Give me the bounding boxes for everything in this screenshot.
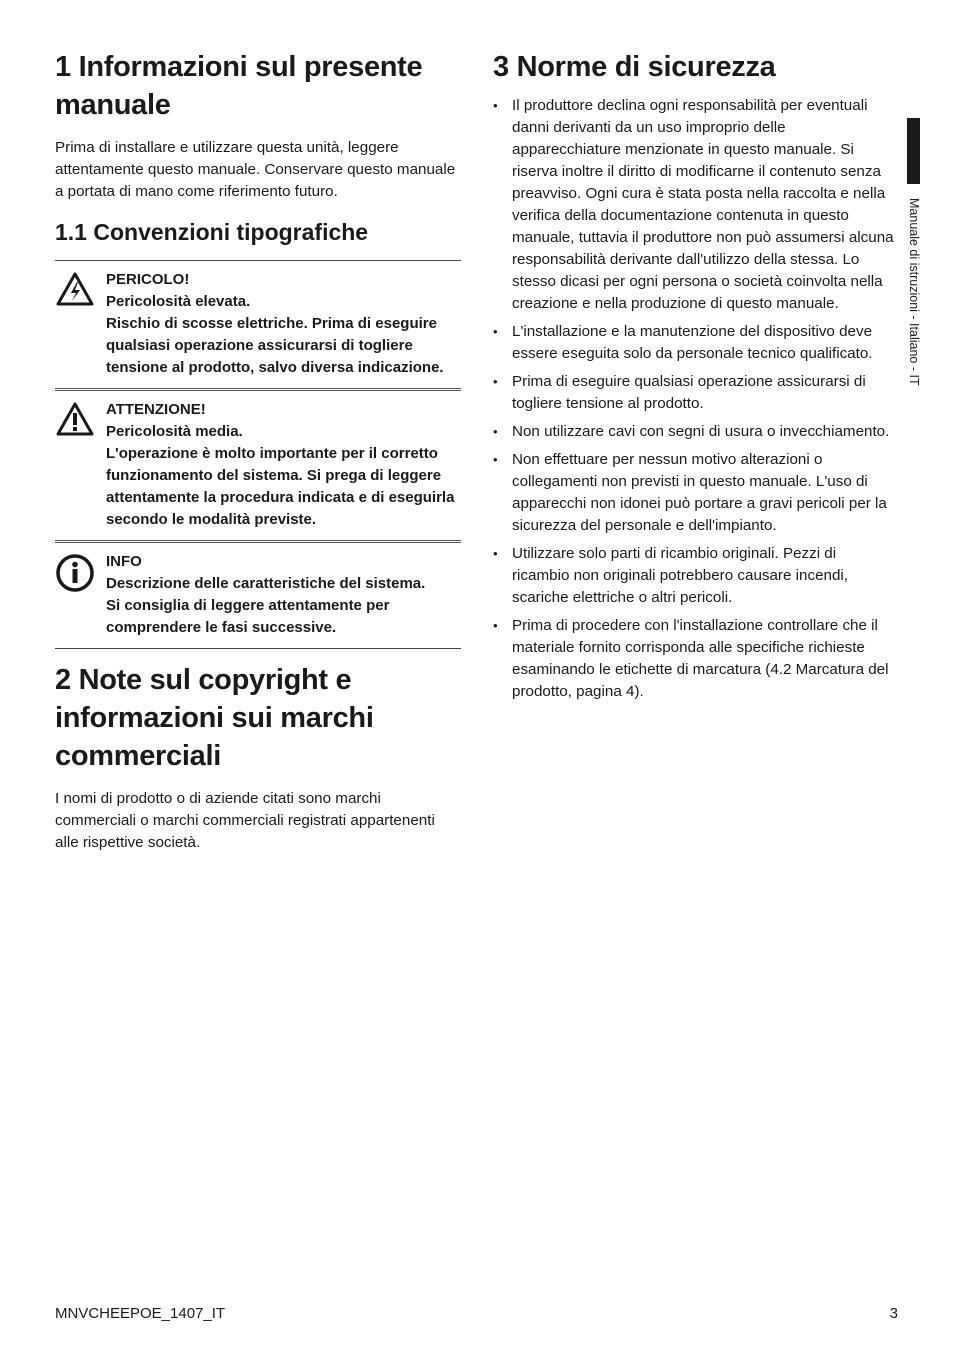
list-item: • Utilizzare solo parti di ricambio originali. Pezzi di ricambio non originali potrebbero causare incendi, scariche elettriche o altri pericoli. bbox=[493, 543, 897, 609]
attention-heading: ATTENZIONE! bbox=[106, 401, 206, 418]
page-number: 3 bbox=[889, 1305, 898, 1322]
list-item: • Prima di procedere con l'installazione controllare che il materiale fornito corrisponda alle specifiche richieste esaminando le etichette di marcatura (4.2 Marcatura del prodotto, pagina 4). bbox=[493, 615, 897, 703]
attention-notice bbox=[55, 388, 461, 540]
danger-text: Rischio di scosse elettriche. Prima di eseguire qualsiasi operazione assicurarsi di togliere tensione al prodotto, salvo diversa indicazione. bbox=[106, 315, 444, 376]
list-item: • Prima di eseguire qualsiasi operazione assicurarsi di togliere tensione al prodotto. bbox=[493, 371, 897, 415]
sidebar-label: Manuale di istruzioni - Italiano - IT bbox=[907, 198, 921, 386]
list-item: • Non effettuare per nessun motivo alterazioni o collegamenti non previsti in questo manuale. L'uso di apparecchi non idonei può portare a gravi pericoli per la sicurezza del personale e dell'impianto. bbox=[493, 449, 897, 537]
danger-level: Pericolosità elevata. bbox=[106, 293, 251, 310]
list-item: • L'installazione e la manutenzione del dispositivo deve essere eseguita solo da personale tecnico qualificato. bbox=[493, 321, 897, 365]
attention-text: L'operazione è molto importante per il corretto funzionamento del sistema. Si prega di leggere attentamente la procedura indicata e di eseguirla secondo le modalità previste. bbox=[106, 445, 455, 528]
section-tab-marker bbox=[907, 118, 920, 184]
list-item: • Non utilizzare cavi con segni di usura o invecchiamento. bbox=[493, 421, 897, 443]
section-1-body: Prima di installare e utilizzare questa unità, leggere attentamente questo manuale. Conservare questo manuale a portata di mano come riferimento futuro. bbox=[55, 139, 456, 200]
left-column bbox=[55, 48, 461, 854]
info-notice bbox=[55, 540, 461, 649]
document-code: MNVCHEEPOE_1407_IT bbox=[55, 1305, 226, 1322]
danger-notice bbox=[55, 260, 461, 388]
section-1-title: 1 Informazioni sul presente manuale bbox=[55, 51, 423, 121]
danger-heading: PERICOLO! bbox=[106, 271, 190, 288]
right-column bbox=[493, 48, 897, 709]
info-level: Descrizione delle caratteristiche del sistema. bbox=[106, 575, 426, 592]
section-3-title: 3 Norme di sicurezza bbox=[493, 51, 776, 83]
attention-level: Pericolosità media. bbox=[106, 423, 243, 440]
high-voltage-warning-icon bbox=[55, 269, 97, 379]
info-heading: INFO bbox=[106, 553, 142, 570]
list-item: • Il produttore declina ogni responsabilità per eventuali danni derivanti da un uso improprio delle apparecchiature menzionate in questo manuale. Si riserva inoltre il diritto di modificarne il contenuto senza preavviso. Ogni cura è stata posta nella raccolta e nella verifica della documentazione contenuta in questo manuale, tuttavia il produttore non può assumersi alcuna responsabilità derivante dall'utilizzo della stessa. Lo stesso dicasi per ogni persona o società coinvolta nella creazione e nella produzione di questo manuale. bbox=[493, 95, 897, 315]
subsection-1-1-title: 1.1 Convenzioni tipografiche bbox=[55, 219, 369, 245]
info-icon bbox=[55, 551, 97, 639]
section-2-body: I nomi di prodotto o di aziende citati sono marchi commerciali o marchi commerciali registrati appartenenti alle rispettive società. bbox=[55, 790, 435, 851]
warning-triangle-icon bbox=[55, 399, 97, 531]
info-text: Si consiglia di leggere attentamente per comprendere le fasi successive. bbox=[106, 597, 390, 636]
safety-rules-list bbox=[493, 95, 897, 703]
section-2-title: 2 Note sul copyright e informazioni sui marchi commerciali bbox=[55, 664, 374, 772]
